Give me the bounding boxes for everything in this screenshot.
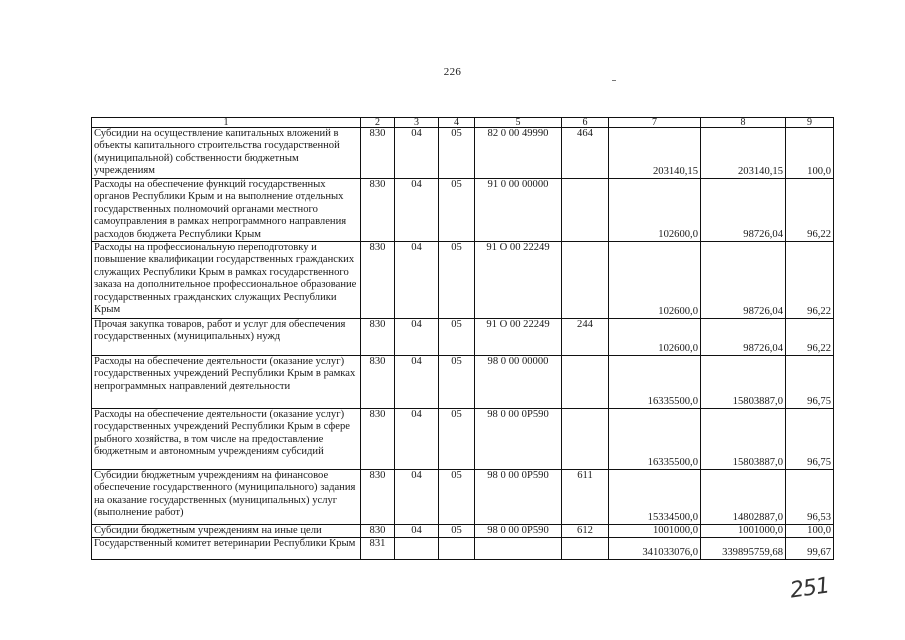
target-code: 98 0 00 0Р590	[475, 470, 562, 525]
expense-type-code: 612	[562, 525, 609, 538]
plan-amount: 203140,15	[609, 128, 701, 179]
table-row	[92, 128, 834, 179]
column-header: 7	[609, 118, 701, 128]
table-row	[92, 470, 834, 525]
table-row	[92, 538, 834, 560]
percent-executed: 99,67	[786, 538, 834, 560]
table-row	[92, 319, 834, 356]
expense-type-code: 244	[562, 319, 609, 356]
expense-type-code	[562, 409, 609, 470]
table-body	[92, 128, 834, 560]
section-code: 04	[395, 409, 439, 470]
percent-executed: 96,75	[786, 409, 834, 470]
percent-executed: 100,0	[786, 128, 834, 179]
table-row	[92, 356, 834, 409]
plan-amount: 341033076,0	[609, 538, 701, 560]
subsection-code: 05	[439, 319, 475, 356]
percent-executed: 96,22	[786, 319, 834, 356]
section-code: 04	[395, 356, 439, 409]
section-code: 04	[395, 319, 439, 356]
actual-amount: 98726,04	[701, 319, 786, 356]
table-row	[92, 409, 834, 470]
section-code: 04	[395, 242, 439, 319]
plan-amount: 102600,0	[609, 319, 701, 356]
subsection-code: 05	[439, 470, 475, 525]
percent-executed: 96,75	[786, 356, 834, 409]
percent-executed: 100,0	[786, 525, 834, 538]
ministry-code: 830	[361, 525, 395, 538]
row-name: Субсидии бюджетным учреждениям на иные цели	[92, 525, 361, 538]
percent-executed: 96,22	[786, 179, 834, 242]
plan-amount: 1001000,0	[609, 525, 701, 538]
column-header: 6	[562, 118, 609, 128]
row-name: Субсидии на осуществление капитальных вложений в объекты капитального строительства государственной (муниципальной) собственности бюджетным учреждениям	[92, 128, 361, 179]
ministry-code: 830	[361, 356, 395, 409]
subsection-code: 05	[439, 128, 475, 179]
row-name: Расходы на профессиональную переподготовку и повышение квалификации государственных гражданских служащих Республики Крым в рамках государственного заказа на дополнительное профессиональное образование государственных гражданских служащих Республики Крым	[92, 242, 361, 319]
budget-table	[91, 117, 834, 560]
target-code: 98 0 00 0Р590	[475, 525, 562, 538]
ministry-code: 830	[361, 128, 395, 179]
ministry-code: 830	[361, 242, 395, 319]
expense-type-code	[562, 179, 609, 242]
expense-type-code: 611	[562, 470, 609, 525]
percent-executed: 96,53	[786, 470, 834, 525]
actual-amount: 15803887,0	[701, 356, 786, 409]
actual-amount: 98726,04	[701, 179, 786, 242]
column-number-row	[92, 118, 834, 128]
plan-amount: 16335500,0	[609, 409, 701, 470]
plan-amount: 102600,0	[609, 242, 701, 319]
column-header: 1	[92, 118, 361, 128]
section-code: 04	[395, 179, 439, 242]
table-row	[92, 525, 834, 538]
expense-type-code: 464	[562, 128, 609, 179]
section-code: 04	[395, 128, 439, 179]
target-code: 82 0 00 49990	[475, 128, 562, 179]
ministry-code: 830	[361, 319, 395, 356]
actual-amount: 1001000,0	[701, 525, 786, 538]
column-header: 3	[395, 118, 439, 128]
row-name: Прочая закупка товаров, работ и услуг для обеспечения государственных (муниципальных) нужд	[92, 319, 361, 356]
section-code: 04	[395, 525, 439, 538]
row-name: Расходы на обеспечение деятельности (оказание услуг) государственных учреждений Республики Крым в рамках непрограммных направлений деятельности	[92, 356, 361, 409]
subsection-code: 05	[439, 525, 475, 538]
plan-amount: 102600,0	[609, 179, 701, 242]
table-row	[92, 242, 834, 319]
column-header: 4	[439, 118, 475, 128]
row-name: Государственный комитет ветеринарии Республики Крым	[92, 538, 361, 560]
actual-amount: 339895759,68	[701, 538, 786, 560]
target-code: 91 О 00 22249	[475, 242, 562, 319]
subsection-code: 05	[439, 356, 475, 409]
column-header: 8	[701, 118, 786, 128]
actual-amount: 203140,15	[701, 128, 786, 179]
ministry-code: 830	[361, 179, 395, 242]
column-header: 2	[361, 118, 395, 128]
expense-type-code	[562, 242, 609, 319]
expense-type-code	[562, 356, 609, 409]
row-name: Расходы на обеспечение деятельности (оказание услуг) государственных учреждений Республики Крым в сфере рыбного хозяйства, в том числе на предоставление бюджетным и автономным учреждениям субсидий	[92, 409, 361, 470]
section-code: 04	[395, 470, 439, 525]
stray-mark	[612, 80, 616, 81]
actual-amount: 15803887,0	[701, 409, 786, 470]
plan-amount: 16335500,0	[609, 356, 701, 409]
ministry-code: 830	[361, 470, 395, 525]
percent-executed: 96,22	[786, 242, 834, 319]
target-code: 98 0 00 0Р590	[475, 409, 562, 470]
column-header: 9	[786, 118, 834, 128]
subsection-code	[439, 538, 475, 560]
expense-type-code	[562, 538, 609, 560]
ministry-code: 830	[361, 409, 395, 470]
row-name: Расходы на обеспечение функций государственных органов Республики Крым и на выполнение отдельных государственных полномочий органами местного самоуправления в рамках непрограммного направления расходов бюджета Республики Крым	[92, 179, 361, 242]
target-code: 91 О 00 22249	[475, 319, 562, 356]
handwritten-page-number: 251	[788, 573, 831, 604]
subsection-code: 05	[439, 409, 475, 470]
target-code: 91 0 00 00000	[475, 179, 562, 242]
target-code: 98 0 00 00000	[475, 356, 562, 409]
actual-amount: 14802887,0	[701, 470, 786, 525]
ministry-code: 831	[361, 538, 395, 560]
target-code	[475, 538, 562, 560]
column-header: 5	[475, 118, 562, 128]
section-code	[395, 538, 439, 560]
page-number: 226	[443, 66, 462, 78]
subsection-code: 05	[439, 242, 475, 319]
table-row	[92, 179, 834, 242]
row-name: Субсидии бюджетным учреждениям на финансовое обеспечение государственного (муниципального) задания на оказание государственных (муниципальных) услуг (выполнение работ)	[92, 470, 361, 525]
actual-amount: 98726,04	[701, 242, 786, 319]
subsection-code: 05	[439, 179, 475, 242]
plan-amount: 15334500,0	[609, 470, 701, 525]
